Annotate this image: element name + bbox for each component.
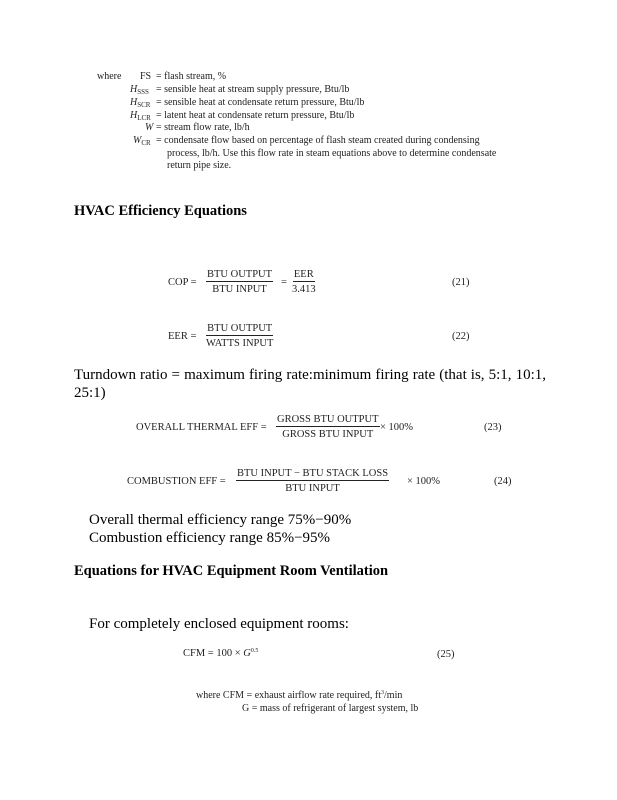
def-symbol: $H_{LCR}$ — [130, 110, 151, 122]
eq24-fraction: BTU INPUT − BTU STACK LOSS BTU INPUT — [237, 468, 389, 494]
range-overall-thermal: Overall thermal efficiency range 75%−90% — [89, 512, 352, 528]
g-definition: G = mass of refrigerant of largest system, lb — [242, 703, 419, 714]
def-symbol: $W_{CR}$ — [133, 135, 151, 147]
eq21-lhs: COP = — [168, 277, 197, 288]
def-symbol: FS — [140, 71, 152, 82]
def-text: = stream flow rate, lb/h — [156, 122, 250, 133]
where-label: where — [97, 71, 122, 82]
def-symbol: $H_{SCR}$ — [130, 97, 151, 109]
range-combustion: Combustion efficiency range 85%−95% — [89, 530, 331, 546]
eq23-tail: × 100% — [380, 422, 414, 433]
def-text: = sensible heat at stream supply pressure, Btu/lb — [156, 84, 350, 95]
eq22-number: (22) — [452, 331, 470, 342]
def-continuation: process, lb/h. Use this flow rate in steam equations above to determine condensate — [167, 148, 497, 159]
turndown-paragraph: Turndown ratio = maximum firing rate:minimum firing rate (that is, 5:1, 10:1, 25:1) — [74, 367, 546, 401]
def-text: = flash stream, % — [156, 71, 227, 82]
eq23-number: (23) — [484, 422, 502, 433]
def-text: = latent heat at condensate return pressure, Btu/lb — [156, 110, 355, 121]
eq21-fraction-2: EER 3.413 — [292, 269, 316, 295]
enclosed-rooms-text: For completely enclosed equipment rooms: — [89, 616, 349, 632]
def-text: = condensate flow based on percentage of flash steam created during condensing — [156, 135, 480, 146]
cfm-definition: where CFM = exhaust airflow rate required, $ft^3/\min$ — [196, 690, 403, 701]
eq24-tail: × 100% — [407, 476, 441, 487]
eq22-fraction: BTU OUTPUT WATTS INPUT — [206, 323, 274, 349]
eq21-equals: = — [281, 277, 287, 288]
eq23-fraction: GROSS BTU OUTPUT GROSS BTU INPUT — [277, 414, 379, 440]
eq24-lhs: COMBUSTION EFF = — [127, 476, 226, 487]
eq22-lhs: EER = — [168, 331, 197, 342]
section-heading-efficiency: HVAC Efficiency Equations — [74, 203, 247, 219]
def-continuation: return pipe size. — [167, 160, 232, 171]
def-symbol: $H_{SSS}$ — [130, 84, 149, 96]
eq25-expression: CFM = $100 \times G^{0.5}$ — [183, 648, 259, 659]
eq21-number: (21) — [452, 277, 470, 288]
eq23-lhs: OVERALL THERMAL EFF = — [136, 422, 267, 433]
eq25-number: (25) — [437, 649, 455, 660]
def-symbol: W — [145, 122, 154, 133]
section-heading-ventilation: Equations for HVAC Equipment Room Ventilation — [74, 563, 389, 579]
def-text: = sensible heat at condensate return pressure, Btu/lb — [156, 97, 365, 108]
eq21-fraction-1: BTU OUTPUT BTU INPUT — [207, 269, 273, 295]
eq24-number: (24) — [494, 476, 512, 487]
